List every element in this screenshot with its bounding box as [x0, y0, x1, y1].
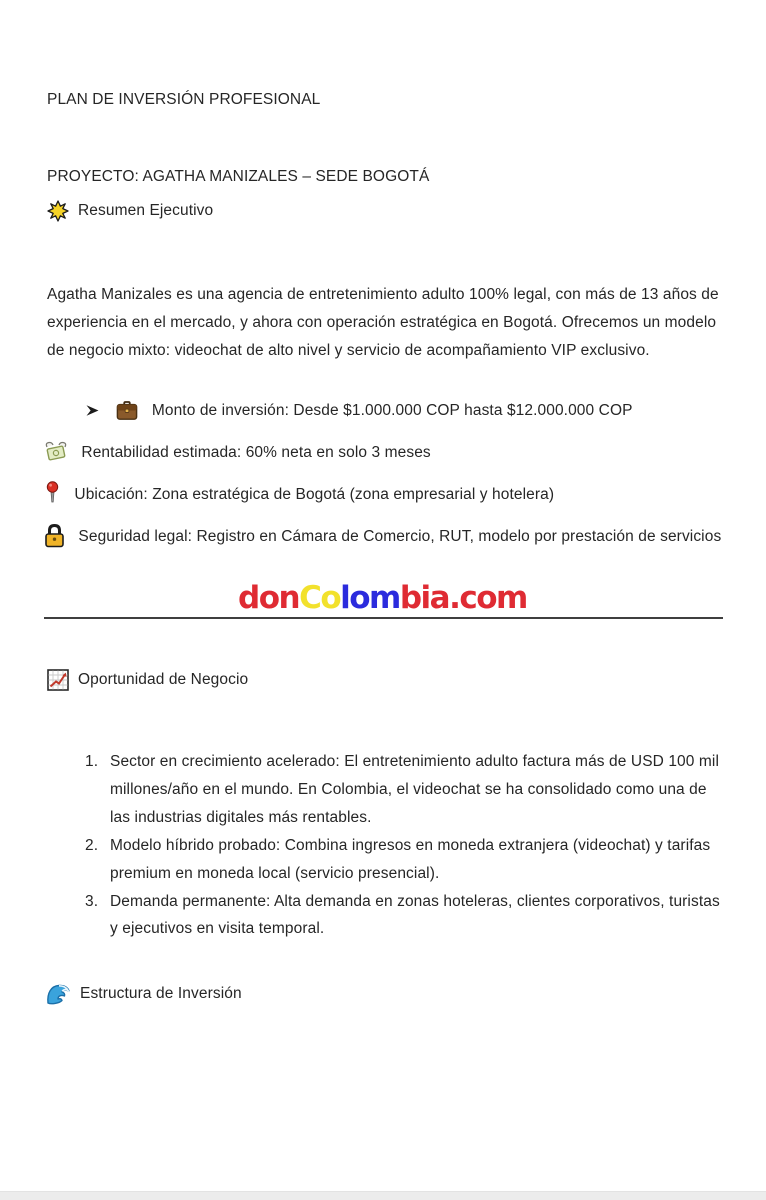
section-heading-label: Resumen Ejecutivo: [78, 202, 214, 219]
page-title: PLAN DE INVERSIÓN PROFESIONAL: [47, 91, 321, 108]
round-pushpin-icon: [46, 481, 59, 507]
lock-icon: [44, 523, 65, 548]
water-wave-icon: [46, 983, 71, 1005]
watermark-segment: lom: [340, 580, 400, 616]
section-heading-oportunidad: [47, 669, 248, 691]
bullet-monto-text: Monto de inversión: Desde $1.000.000 COP hasta $12.000.000 COP: [151, 402, 633, 419]
bullet-seguridad-text: Seguridad legal: Registro en Cámara de Comercio, RUT, modelo por prestación de servicios: [78, 528, 722, 545]
watermark-segment: don: [238, 580, 300, 616]
watermark-segment: Co: [299, 580, 341, 616]
horizontal-rule: [44, 617, 723, 619]
list-item-text: Modelo híbrido probado: Combina ingresos en moneda extranjera (videochat) y tarifas premium en moneda local (servicio presencial).: [110, 836, 711, 882]
bullet-monto: [85, 397, 735, 425]
watermark-segment: bia.com: [399, 580, 527, 616]
briefcase-icon: [116, 400, 138, 421]
list-item-number: 1.: [85, 753, 99, 770]
star-burst-icon: [47, 200, 69, 222]
chart-increasing-icon: [47, 669, 69, 691]
bullet-seguridad: [44, 523, 732, 551]
list-item-number: 3.: [85, 892, 99, 910]
project-subtitle: PROYECTO: AGATHA MANIZALES – SEDE BOGOTÁ: [47, 168, 430, 185]
list-item-number: 2.: [85, 836, 99, 854]
section-heading-estructura: [46, 983, 242, 1005]
list-item: [85, 888, 722, 944]
money-with-wings-icon: [44, 440, 68, 463]
page-bottom-edge: [0, 1191, 766, 1200]
intro-paragraph: Agatha Manizales es una agencia de entretenimiento adulto 100% legal, con más de 13 años de experiencia en el mercado, y ahora con operación estratégica en Bogotá. Ofrecemos un modelo de negocio mixto: videochat de alto nivel y servicio de acompañamiento VIP exclusivo.: [47, 286, 719, 359]
arrowhead-bullet-icon: [85, 403, 100, 418]
bullet-ubicacion-text: Ubicación: Zona estratégica de Bogotá (zona empresarial y hotelera): [74, 486, 555, 503]
bullet-rentabilidad-text: Rentabilidad estimada: 60% neta en solo 3 meses: [81, 444, 431, 461]
bullet-rentabilidad: [44, 439, 734, 467]
watermark-doncolombia: [238, 580, 527, 616]
list-item-text: Demanda permanente: Alta demanda en zonas hoteleras, clientes corporativos, turistas y ejecutivos en visita temporal.: [110, 892, 720, 938]
list-item: [85, 832, 722, 888]
bullet-ubicacion: [46, 481, 736, 509]
list-item-text: Sector en crecimiento acelerado: El entretenimiento adulto factura más de USD 100 mil millones/año en el mundo. En Colombia, el videochat se ha consolidado como una de las industrias digitales más rentables.: [110, 753, 719, 826]
section-heading-resumen: [47, 200, 213, 222]
oportunidad-list: [85, 748, 722, 943]
section-heading-label: Estructura de Inversión: [80, 985, 242, 1002]
list-item: [85, 748, 722, 832]
section-heading-label: Oportunidad de Negocio: [78, 671, 249, 688]
